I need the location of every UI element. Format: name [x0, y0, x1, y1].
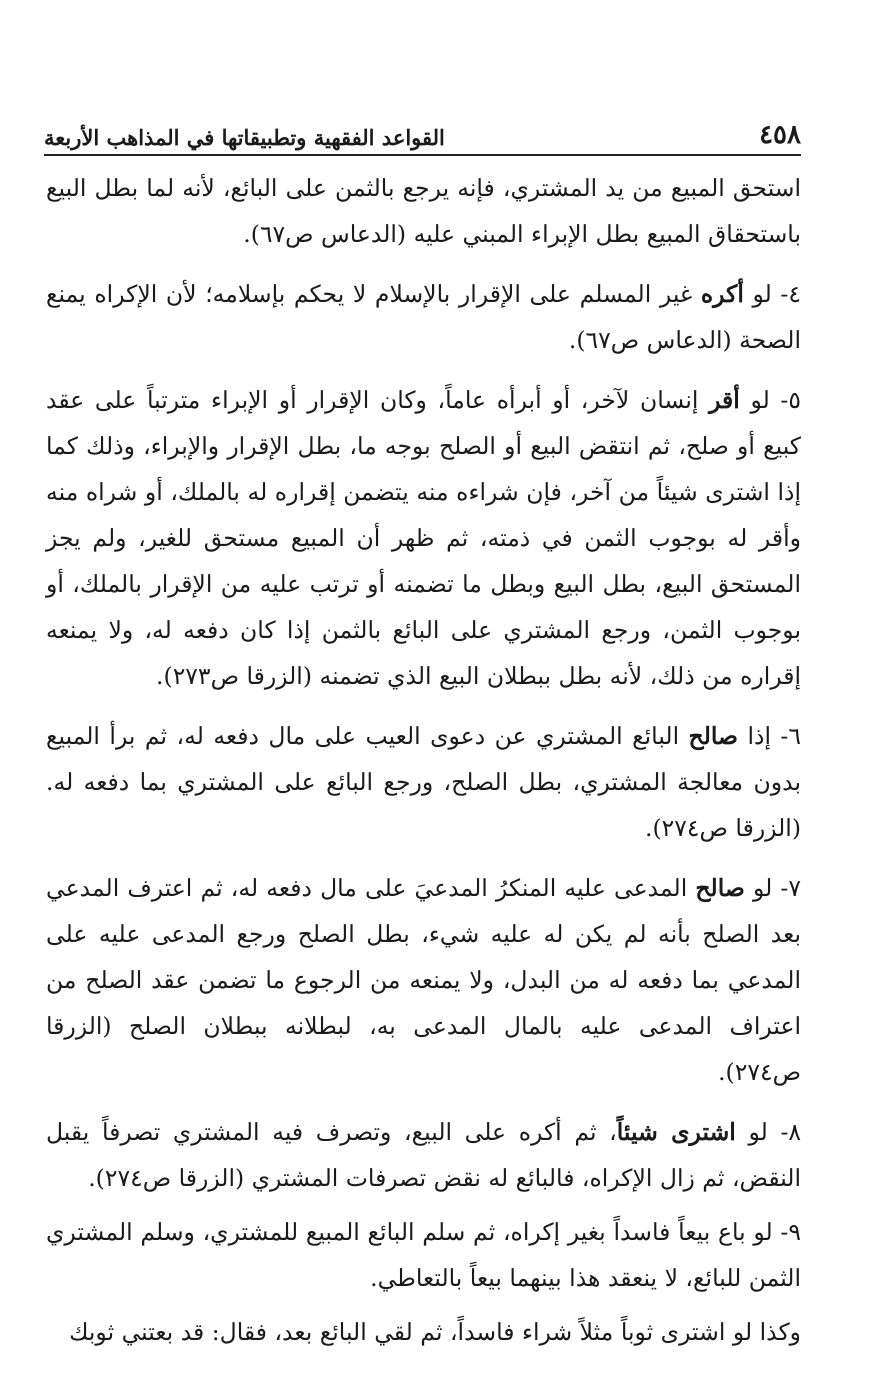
- paragraph-item-8: [46, 1109, 801, 1201]
- item-number: ٤- لو: [743, 280, 801, 308]
- paragraph-item-4: [46, 271, 801, 363]
- page-number: ٤٥٨: [759, 120, 801, 150]
- item-number: ٨- لو: [735, 1118, 802, 1146]
- paragraph-item-6: [46, 713, 801, 851]
- paragraph-text: استحق المبيع من يد المشتري، فإنه يرجع بالثمن على البائع، لأنه لما بطل البيع باستحقاق المبيع بطل الإبراء المبني عليه (الدعاس ص٦٧).: [46, 174, 801, 248]
- paragraph-text: غير المسلم على الإقرار بالإسلام لا يحكم بإسلامه؛ لأن الإكراه يمنع الصحة (الدعاس ص٦٧).: [46, 280, 801, 354]
- item-keyword: اشترى شيئاً: [616, 1118, 736, 1146]
- paragraph-text: إنسان لآخر، أو أبرأه عاماً، وكان الإقرار أو الإبراء مترتباً على عقد كبيع أو صلح، ثم انتقض البيع أو الصلح بوجه ما، بطل الإقرار والإبراء، وذلك كما إذا اشترى شيئاً من آخر، فإن شراءه منه يتضمن إقراره له بالملك، أو شراه منه وأقر له بوجوب الثمن في ذمته، ثم ظهر أن المبيع مستحق للغير، ولم يجز المستحق البيع، بطل البيع وبطل ما تضمنه أو ترتب عليه من الإقرار بالملك، أو بوجوب الثمن، ورجع المشتري على البائع بالثمن إذا كان دفعه له، ولا يمنعه إقراره من ذلك، لأنه بطل ببطلان البيع الذي تضمنه (الزرقا ص٢٧٣).: [46, 386, 801, 690]
- item-keyword: صالح: [688, 722, 738, 750]
- paragraph-continuation: [46, 165, 801, 257]
- item-number: ٦- إذا: [738, 722, 801, 750]
- item-number: ٧- لو: [744, 874, 801, 902]
- paragraph-item-9: [46, 1209, 801, 1301]
- paragraph-item-7: [46, 865, 801, 1095]
- main-text: [46, 165, 801, 1365]
- paragraph-text: البائع المشتري عن دعوى العيب على مال دفعه له، ثم برأ المبيع بدون معالجة المشتري، بطل الصلح، ورجع البائع على المشتري بما دفعه له. (الزرقا ص٢٧٤).: [46, 722, 801, 842]
- paragraph-text: وكذا لو اشترى ثوباً مثلاً شراء فاسداً، ثم لقي البائع بعد، فقال: قد بعتني ثوبك: [69, 1318, 801, 1346]
- item-keyword: أكره: [700, 280, 744, 308]
- item-number: ٥- لو: [739, 386, 801, 414]
- paragraph-text: ٩- لو باع بيعاً فاسداً بغير إكراه، ثم سلم البائع المبيع للمشتري، وسلم المشتري الثمن للبائع، لا ينعقد هذا بينهما بيعاً بالتعاطي.: [46, 1218, 801, 1292]
- paragraph-item-5: [46, 377, 801, 699]
- paragraph-text: ، ثم أكره على البيع، وتصرف فيه المشتري تصرفاً يقبل النقض، ثم زال الإكراه، فالبائع له نقض تصرفات المشتري (الزرقا ص٢٧٤).: [46, 1118, 801, 1192]
- running-title: القواعد الفقهية وتطبيقاتها في المذاهب الأربعة: [44, 125, 445, 150]
- item-keyword: أقر: [709, 386, 740, 414]
- item-keyword: صالح: [695, 874, 745, 902]
- paragraph-text: المدعى عليه المنكرُ المدعيَ على مال دفعه له، ثم اعترف المدعي بعد الصلح بأنه لم يكن له عليه شيء، بطل الصلح ورجع المدعى عليه على المدعي بما دفعه له من البدل، ولا يمنعه من الرجوع ما تضمن عقد الصلح من اعتراف المدعى عليه بالمال المدعى به، لبطلانه ببطلان الصلح (الزرقا ص٢٧٤).: [46, 874, 801, 1086]
- page-header: [44, 108, 801, 156]
- paragraph-final: [46, 1309, 801, 1355]
